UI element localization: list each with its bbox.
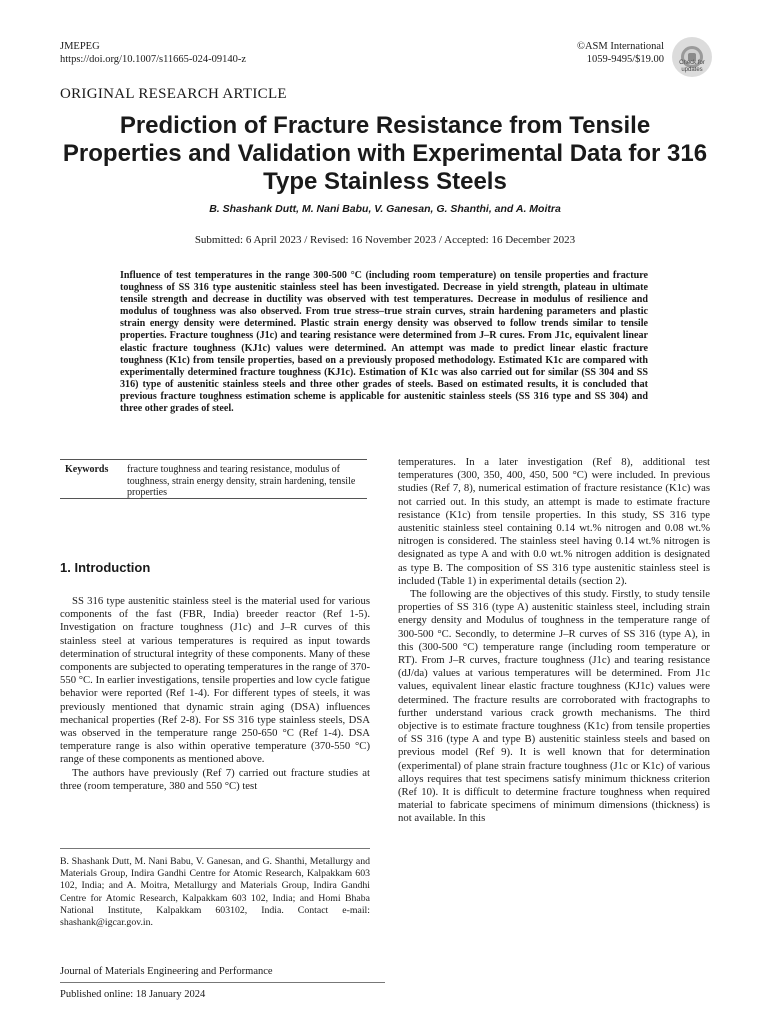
intro-paragraph-3: temperatures. In a later investigation (Ref 8), additional test temperatures (300, 350, 400, 450, 500 °C) were included. In previous studies (Ref 7, 8), numerical estimation of fracture resistance (K1c) was not carried out. In this study, an attempt is made to estimate fracture resistance (K1c) from tensile properties. In this study, SS 316 type austenitic stainless steel containing 0.14 wt.% nitrogen and 0.08 wt.% nitrogen is considered. The stainless steel having 0.14 wt.% nitrogen is designated as type A and with 0.0 wt.% nitrogen addition is designated as type B. The composition of SS 316 type austenitic stainless steel is included (Table 1) in experimental details (section 2). — [398, 456, 710, 587]
journal-abbreviation: JMEPEG — [60, 41, 100, 52]
author-list: B. Shashank Dutt, M. Nani Babu, V. Ganesan, G. Shanthi, and A. Moitra — [209, 203, 561, 215]
article-title: Prediction of Fracture Resistance from Tensile Properties and Validation with Experimental Data for 316 Type Stainless Steels — [62, 112, 708, 195]
footer-journal-name: Journal of Materials Engineering and Performance — [60, 966, 273, 977]
submission-dates: Submitted: 6 April 2023 / Revised: 16 November 2023 / Accepted: 16 December 2023 — [194, 234, 576, 246]
doi-link[interactable]: https://doi.org/10.1007/s11665-024-09140-z — [60, 54, 247, 65]
intro-paragraph-1: SS 316 type austenitic stainless steel is the material used for various components of the fast (FBR, India) breeder reactor (Ref 1-5). Investigation on fracture toughness (J1c) and J–R curves of this stainless steel at various temperatures is required as input towards determination of structural integrity of these components. Many of these components are subjected to operating temperatures in the range of 370-550 °C. In earlier investigations, tensile properties and low cycle fatigue behavior were reported (Ref 1-4). For different types of steels, it was previously mentioned that dynamic strain aging (DSA) influences mechanical properties (Ref 2-8). For SS 316 type stainless steels, DSA was observed in the temperature range 250-650 °C (Ref 1-4). DSA temperature range is also within operative temperature (370-550 °C) range of these components as mentioned above. — [60, 595, 370, 766]
keywords-list: fracture toughness and tearing resistance, modulus of toughness, strain energy density, strain hardening, tensile properties — [127, 464, 356, 499]
issn-price: 1059-9495/$19.00 — [586, 54, 664, 65]
keywords-box — [60, 459, 367, 499]
running-header-right — [577, 40, 664, 66]
footer-divider — [60, 982, 385, 983]
right-column-text — [398, 456, 710, 826]
affiliation-divider — [60, 848, 370, 849]
copyright-notice: ©ASM International — [576, 41, 664, 52]
footer-publication-date: Published online: 18 January 2024 — [60, 989, 206, 1000]
running-header-left — [60, 40, 246, 66]
left-column-text — [60, 595, 370, 793]
abstract: Influence of test temperatures in the range 300-500 °C (including room temperature) on tensile properties and fracture toughness of SS 316 type austenitic stainless steel has been investigated. Decrease in yield strength, plateau in ultimate tensile strength and decrease in ductility was observed with test temperatures. Decrease in modulus of resilience and modulus of toughness was also observed. From true stress–true strain curves, strain hardening parameters and plastic strain energy density were determined. Plastic strain energy density was observed to follow trends similar to tensile properties. Fracture toughness (J1c) and tearing resistance were determined from J–R cures. From J1c, equivalent linear elastic fracture toughness (KJ1c) values were determined. An attempt was made to predict linear elastic fracture toughness (K1c) from tensile properties, based on a previously proposed methodology. Estimated K1c are compared with experimentally determined fracture toughness (KJ1c). Estimation of K1c was also carried out for similar (SS 304 and SS 316) type of austenitic stainless steels and three other grades of steels. Based on estimated results, it is concluded that previous fracture toughness estimation scheme is applicable for austenitic stainless steels (SS 316 type and SS 304) and three other grades of steel. — [120, 270, 648, 415]
author-affiliations: B. Shashank Dutt, M. Nani Babu, V. Ganesan, and G. Shanthi, Metallurgy and Materials Group, Indira Gandhi Centre for Atomic Research, Kalpakkam 603 102, India; and A. Moitra, Metallurgy and Materials Group, Indira Gandhi Centre for Atomic Research, Kalpakkam 603 102, India; and Homi Bhaba National Institute, Kalpakkam 603102, India. Contact e-mail: shashank@igcar.gov.in. — [60, 856, 370, 929]
article-type: ORIGINAL RESEARCH ARTICLE — [60, 86, 287, 102]
section-heading-introduction: 1. Introduction — [60, 560, 151, 575]
check-for-updates-label: Check for updates — [679, 60, 705, 73]
keywords-label: Keywords — [65, 464, 109, 475]
intro-paragraph-2: The authors have previously (Ref 7) carried out fracture studies at three (room temperature, 380 and 550 °C) test — [60, 766, 370, 792]
intro-paragraph-4: The following are the objectives of this study. Firstly, to study tensile properties of SS 316 (type A) austenitic stainless steel, including strain energy density and Modulus of toughness in the temperature range of 300-500 °C. Secondly, to determine J–R curves of SS 316 (type A), in this (300-500 °C) temperature range (including room temperature or RT). From J–R curves, fracture toughness (J1c) and tearing resistance (dJ/da) values at various temperatures will be determined. From J1c values, equivalent linear elastic fracture toughness (KJ1c) values were determined. The fracture results are corroborated with fractographs to further understand various crack growth mechanisms. The third objective is to estimate fracture toughness (K1c) from tensile properties of SS 316 (type A and type B) austenitic stainless steels and based on previous model (Ref 9). It is well known that for determination (experimental) of plane strain fracture toughness (J1c or K1c) of various alloys requires that test specimens satisfy minimum thickness criterion (Ref 10). It is difficult to determine fracture toughness when required material to fabricate specimens of minimum dimensions (thickness) is not available. In this — [398, 588, 710, 825]
